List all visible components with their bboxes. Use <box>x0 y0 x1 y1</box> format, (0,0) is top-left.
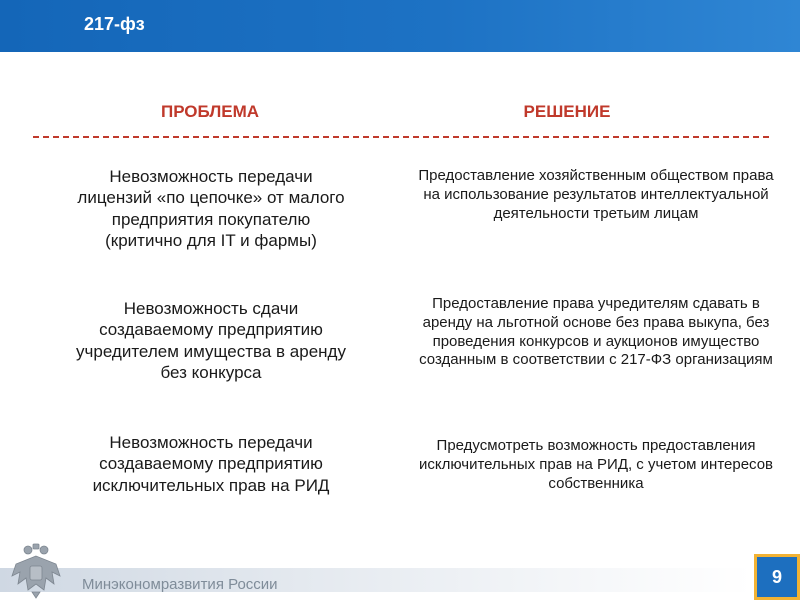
slide-title: 217-фз <box>84 14 145 34</box>
problem-cell: Невозможность передачи создаваемому предприятию исключительных прав на РИД <box>92 433 330 495</box>
coat-of-arms-icon <box>6 540 66 600</box>
solution-cell: Предоставление права учредителям сдавать в аренду на льготной основе без права выкупа, без проведения конкурсов и аукционов имущество созданным в соответствии с 217-ФЗ организациям <box>419 295 773 369</box>
solution-cell: Предусмотреть возможность предоставления исключительных прав на РИД, с учетом интересов собственника <box>418 437 774 492</box>
ministry-name: Минэкономразвития России <box>82 576 278 593</box>
solution-cell: Предоставление хозяйственным обществом права на использование результатов интеллектуальной деятельности третьим лицам <box>418 167 774 222</box>
header-divider <box>33 136 769 138</box>
header-bar <box>0 0 800 52</box>
problem-cell: Невозможность передачи лицензий «по цепочке» от малого предприятия покупателю (критично для IT и фармы) <box>77 167 345 250</box>
page-number-badge <box>754 554 800 600</box>
problem-cell: Невозможность сдачи создаваемому предприятию учредителем имущества в аренду без конкурса <box>76 299 346 382</box>
solution-column-header: РЕШЕНИЕ <box>523 102 611 121</box>
problem-column-header: ПРОБЛЕМА <box>160 102 260 121</box>
page-number: 9 <box>771 566 782 587</box>
